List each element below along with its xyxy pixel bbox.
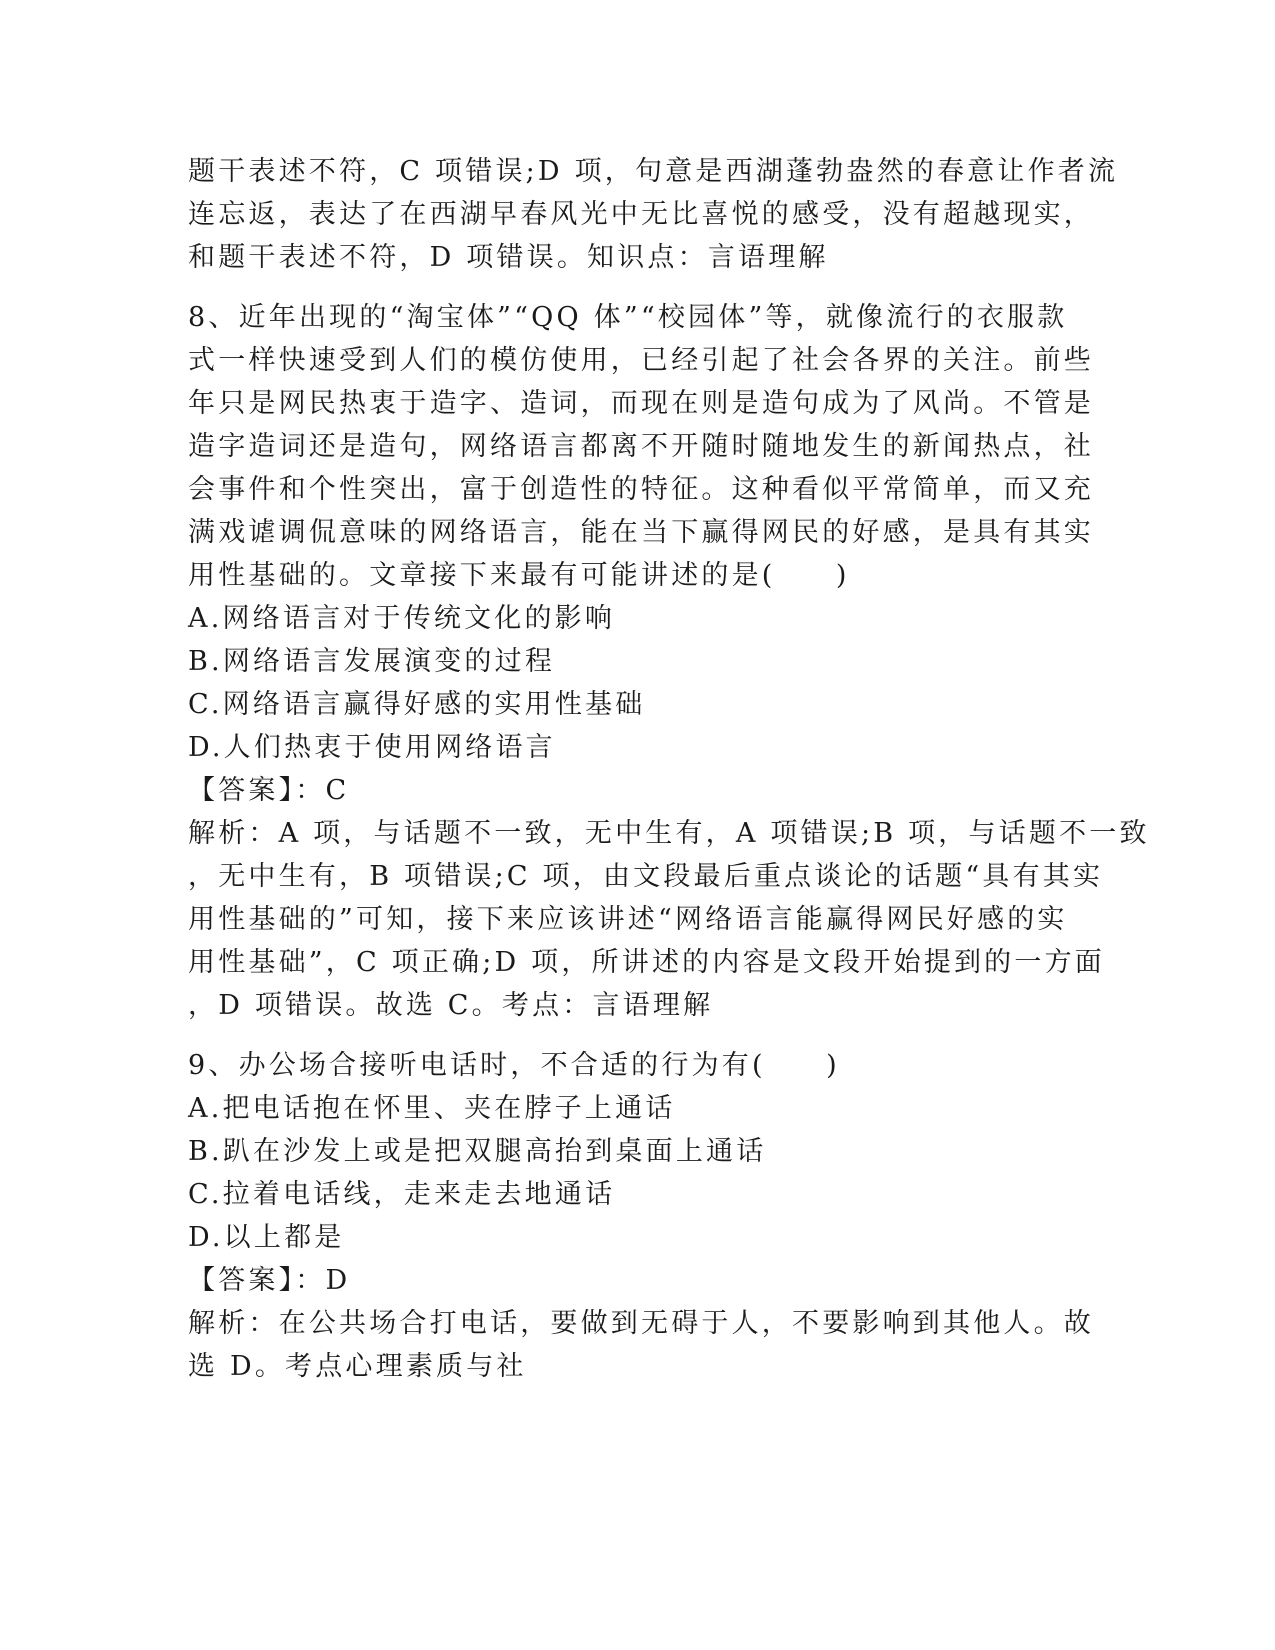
question-9-analysis xyxy=(188,1302,1094,1388)
text-line: 题干表述不符，C 项错误;D 项，句意是西湖蓬勃盎然的春意让作者流 xyxy=(188,156,1119,187)
option-c: C.网络语言赢得好感的实用性基础 xyxy=(188,689,646,720)
text-line: 式一样快速受到人们的模仿使用，已经引起了社会各界的关注。前些 xyxy=(188,345,1094,376)
text-line: 年只是网民热衷于造字、造词，而现在则是造句成为了风尚。不管是 xyxy=(188,388,1094,419)
question-9-answer: 【答案】：D xyxy=(188,1265,351,1296)
question-8 xyxy=(188,296,1150,1027)
text-line: 和题干表述不符，D 项错误。知识点：言语理解 xyxy=(188,242,829,273)
question-8-options xyxy=(188,597,1088,769)
option-b: B.趴在沙发上或是把双腿高抬到桌面上通话 xyxy=(188,1136,767,1167)
spacer xyxy=(188,279,1088,296)
text-line: 连忘返，表达了在西湖早春风光中无比喜悦的感受，没有超越现实， xyxy=(188,199,1094,230)
text-line: 会事件和个性突出，富于创造性的特征。这种看似平常简单，而又充 xyxy=(188,474,1094,505)
option-c: C.拉着电话线，走来走去地通话 xyxy=(188,1179,616,1210)
option-a: A.网络语言对于传统文化的影响 xyxy=(188,603,616,634)
document-page xyxy=(188,150,1150,1388)
question-8-answer: 【答案】：C xyxy=(188,775,350,806)
question-9-stem: 9、办公场合接听电话时，不合适的行为有( ) xyxy=(188,1050,840,1081)
text-line: ，D 项错误。故选 C。考点：言语理解 xyxy=(188,990,714,1021)
question-9-options xyxy=(188,1087,1088,1259)
option-d: D.以上都是 xyxy=(188,1222,345,1253)
text-line: 用性基础”，C 项正确;D 项，所讲述的内容是文段开始提到的一方面 xyxy=(188,947,1105,978)
question-8-analysis xyxy=(188,812,1150,1027)
option-d: D.人们热衷于使用网络语言 xyxy=(188,732,556,763)
spacer xyxy=(188,1027,1088,1044)
question-8-stem xyxy=(188,296,1094,597)
question-9 xyxy=(188,1044,1094,1388)
option-a: A.把电话抱在怀里、夹在脖子上通话 xyxy=(188,1093,676,1124)
text-line: 选 D。考点心理素质与社 xyxy=(188,1351,527,1382)
text-line: 用性基础的”可知，接下来应该讲述“网络语言能赢得网民好感的实 xyxy=(188,904,1068,935)
text-line: 8、近年出现的“淘宝体”“QQ 体”“校园体”等，就像流行的衣服款 xyxy=(188,302,1068,333)
text-line: 造字造词还是造句，网络语言都离不开随时随地发生的新闻热点，社 xyxy=(188,431,1094,462)
text-line: 解析：在公共场合打电话，要做到无碍于人，不要影响到其他人。故 xyxy=(188,1308,1094,1339)
previous-analysis-continuation xyxy=(188,150,1119,279)
option-b: B.网络语言发展演变的过程 xyxy=(188,646,556,677)
text-line: 满戏谑调侃意味的网络语言，能在当下赢得网民的好感，是具有其实 xyxy=(188,517,1094,548)
text-line: 解析：A 项，与话题不一致，无中生有，A 项错误;B 项，与话题不一致 xyxy=(188,818,1150,849)
text-line: ，无中生有，B 项错误;C 项，由文段最后重点谈论的话题“具有其实 xyxy=(188,861,1104,892)
text-line: 用性基础的。文章接下来最有可能讲述的是( ) xyxy=(188,560,850,591)
